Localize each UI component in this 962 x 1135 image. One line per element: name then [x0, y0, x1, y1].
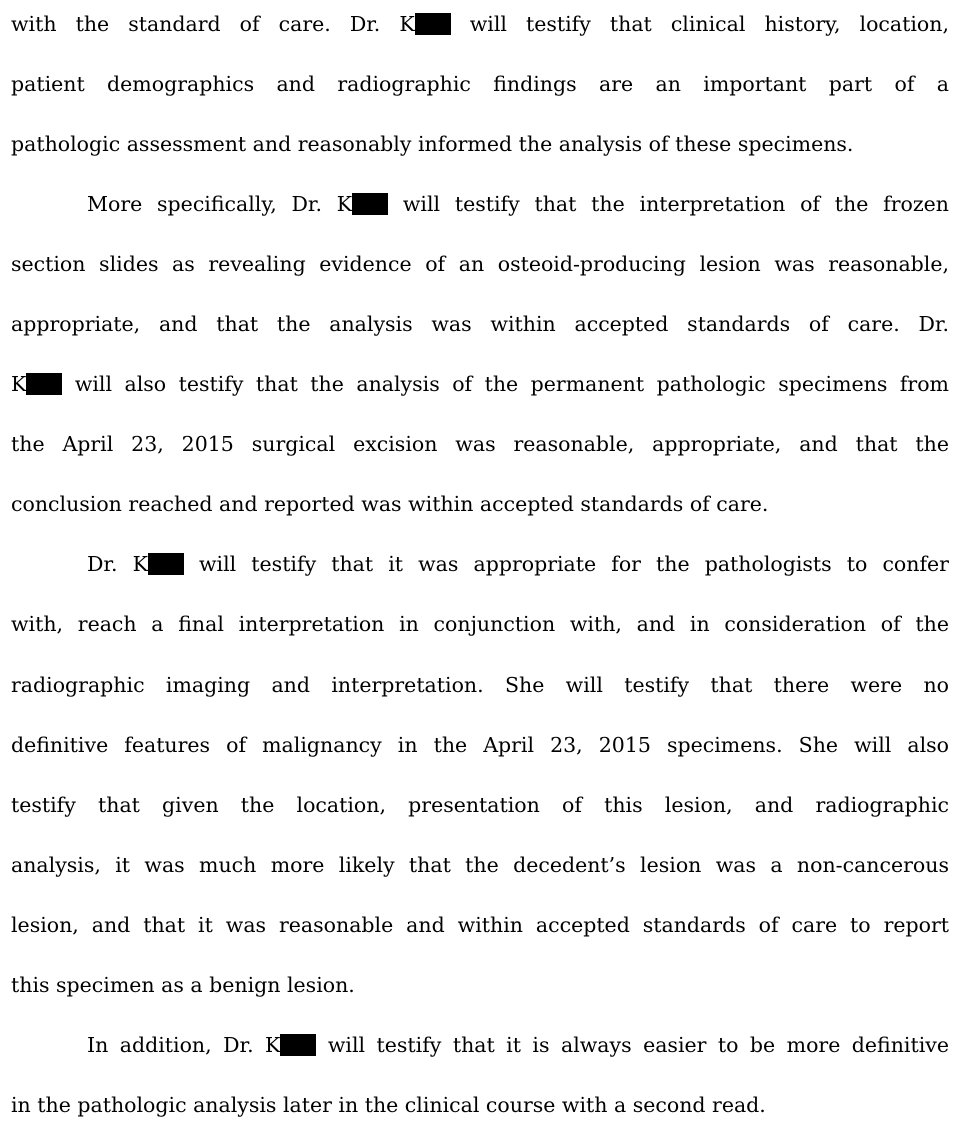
redaction-box	[352, 193, 388, 215]
redaction-box	[415, 13, 451, 35]
text-line: section slides as revealing evidence of an osteoid-producing lesion was reasonable,	[11, 252, 949, 276]
text-line: with the standard of care. Dr. K will testify that clinical history, location,	[11, 12, 949, 36]
text-line: definitive features of malignancy in the April 23, 2015 specimens. She will also	[11, 733, 949, 757]
text-line: appropriate, and that the analysis was within accepted standards of care. Dr.	[11, 312, 949, 336]
text-line: analysis, it was much more likely that the decedent’s lesion was a non-cancerous	[11, 853, 949, 877]
text-line: conclusion reached and reported was within accepted standards of care.	[11, 492, 769, 516]
text-line: radiographic imaging and interpretation. She will testify that there were no	[11, 673, 949, 697]
text-line: pathologic assessment and reasonably informed the analysis of these specimens.	[11, 132, 854, 156]
text-line: Dr. K will testify that it was appropriate for the pathologists to confer	[87, 552, 949, 576]
text-line: More specifically, Dr. K will testify that the interpretation of the frozen	[87, 192, 949, 216]
text-line: this specimen as a benign lesion.	[11, 973, 355, 997]
text-line: the April 23, 2015 surgical excision was reasonable, appropriate, and that the	[11, 432, 949, 456]
text-line: In addition, Dr. K will testify that it is always easier to be more definitive	[87, 1033, 949, 1057]
redaction-box	[148, 553, 184, 575]
text-line: with, reach a final interpretation in conjunction with, and in consideration of the	[11, 612, 949, 636]
text-line: lesion, and that it was reasonable and within accepted standards of care to report	[11, 913, 949, 937]
redaction-box	[280, 1034, 316, 1056]
text-line: testify that given the location, presentation of this lesion, and radiographic	[11, 793, 949, 817]
text-line: in the pathologic analysis later in the clinical course with a second read.	[11, 1093, 766, 1117]
text-line: patient demographics and radiographic findings are an important part of a	[11, 72, 949, 96]
redaction-box	[26, 373, 62, 395]
text-line: K will also testify that the analysis of the permanent pathologic specimens from	[11, 372, 949, 396]
